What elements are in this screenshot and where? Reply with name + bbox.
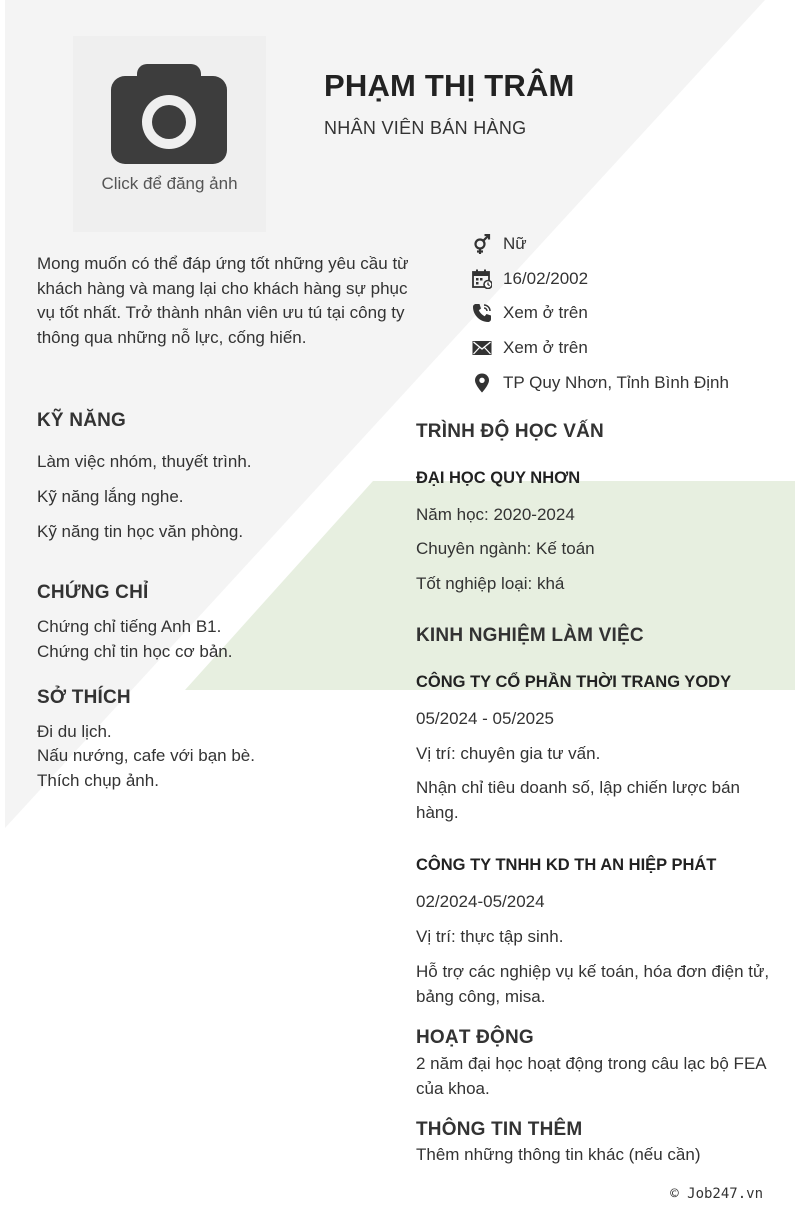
education-grade: Tốt nghiệp loại: khá (416, 574, 565, 593)
candidate-name: PHẠM THỊ TRÂM (324, 68, 575, 103)
phone-icon (472, 303, 492, 323)
camera-icon (111, 64, 227, 164)
skills-heading: KỸ NĂNG (37, 410, 127, 431)
certificates-heading: CHỨNG CHỈ (37, 582, 149, 603)
job-company: CÔNG TY CỔ PHẦN THỜI TRANG YODY (416, 673, 732, 691)
job-description: Hỗ trợ các nghiệp vụ kế toán, hóa đơn điện tử, bảng công, misa. (416, 962, 770, 1006)
skill-item: Kỹ năng lắng nghe. (37, 487, 184, 506)
skill-item: Kỹ năng tin học văn phòng. (37, 522, 244, 541)
hobby-item: Thích chụp ảnh. (37, 771, 159, 790)
job-period: 02/2024-05/2024 (416, 892, 545, 911)
education-major: Chuyên ngành: Kế toán (416, 539, 595, 558)
skill-item: Làm việc nhóm, thuyết trình. (37, 452, 252, 471)
job-position: Vị trí: chuyên gia tư vấn. (416, 744, 601, 763)
phone-value: Xem ở trên (503, 303, 588, 322)
education-heading: TRÌNH ĐỘ HỌC VẤN (416, 421, 604, 442)
experience-heading: KINH NGHIỆM LÀM VIỆC (416, 625, 644, 646)
envelope-icon (472, 338, 492, 358)
copyright-footer: © Job247.vn (670, 1186, 763, 1202)
certificate-item: Chứng chỉ tin học cơ bản. (37, 642, 233, 661)
gender-value: Nữ (503, 234, 527, 253)
career-objective: Mong muốn có thể đáp ứng tốt những yêu cầu từ khách hàng và mang lại cho khách hàng sự phục vụ tốt nhất. Trở thành nhân viên ưu tú tại công ty thông qua những nỗ lực, cống hiến. (37, 254, 409, 347)
photo-caption: Click để đăng ảnh (101, 174, 238, 193)
hobbies-heading: SỞ THÍCH (37, 687, 131, 708)
address-value: TP Quy Nhơn, Tỉnh Bình Định (503, 373, 729, 392)
additional-info-text: Thêm những thông tin khác (nếu cần) (416, 1145, 701, 1164)
hobby-item: Đi du lịch. (37, 722, 112, 741)
hobby-item: Nấu nướng, cafe với bạn bè. (37, 746, 255, 765)
email-value: Xem ở trên (503, 338, 588, 357)
job-company: CÔNG TY TNHH KD TH AN HIỆP PHÁT (416, 856, 717, 874)
photo-upload-area[interactable] (73, 36, 266, 232)
calendar-icon (472, 269, 492, 289)
education-years: Năm học: 2020-2024 (416, 505, 575, 524)
activities-heading: HOẠT ĐỘNG (416, 1027, 534, 1048)
location-pin-icon (472, 373, 492, 393)
school-name: ĐẠI HỌC QUY NHƠN (416, 469, 581, 487)
certificate-item: Chứng chỉ tiếng Anh B1. (37, 617, 222, 636)
job-period: 05/2024 - 05/2025 (416, 709, 555, 728)
job-description: Nhận chỉ tiêu doanh số, lập chiến lược bán hàng. (416, 778, 741, 822)
additional-info-heading: THÔNG TIN THÊM (416, 1119, 583, 1140)
job-title: NHÂN VIÊN BÁN HÀNG (324, 118, 527, 138)
gender-icon (472, 234, 492, 254)
activities-text: 2 năm đại học hoạt động trong câu lạc bộ FEA của khoa. (416, 1054, 766, 1098)
job-position: Vị trí: thực tập sinh. (416, 927, 564, 946)
birthday-value: 16/02/2002 (503, 269, 589, 288)
